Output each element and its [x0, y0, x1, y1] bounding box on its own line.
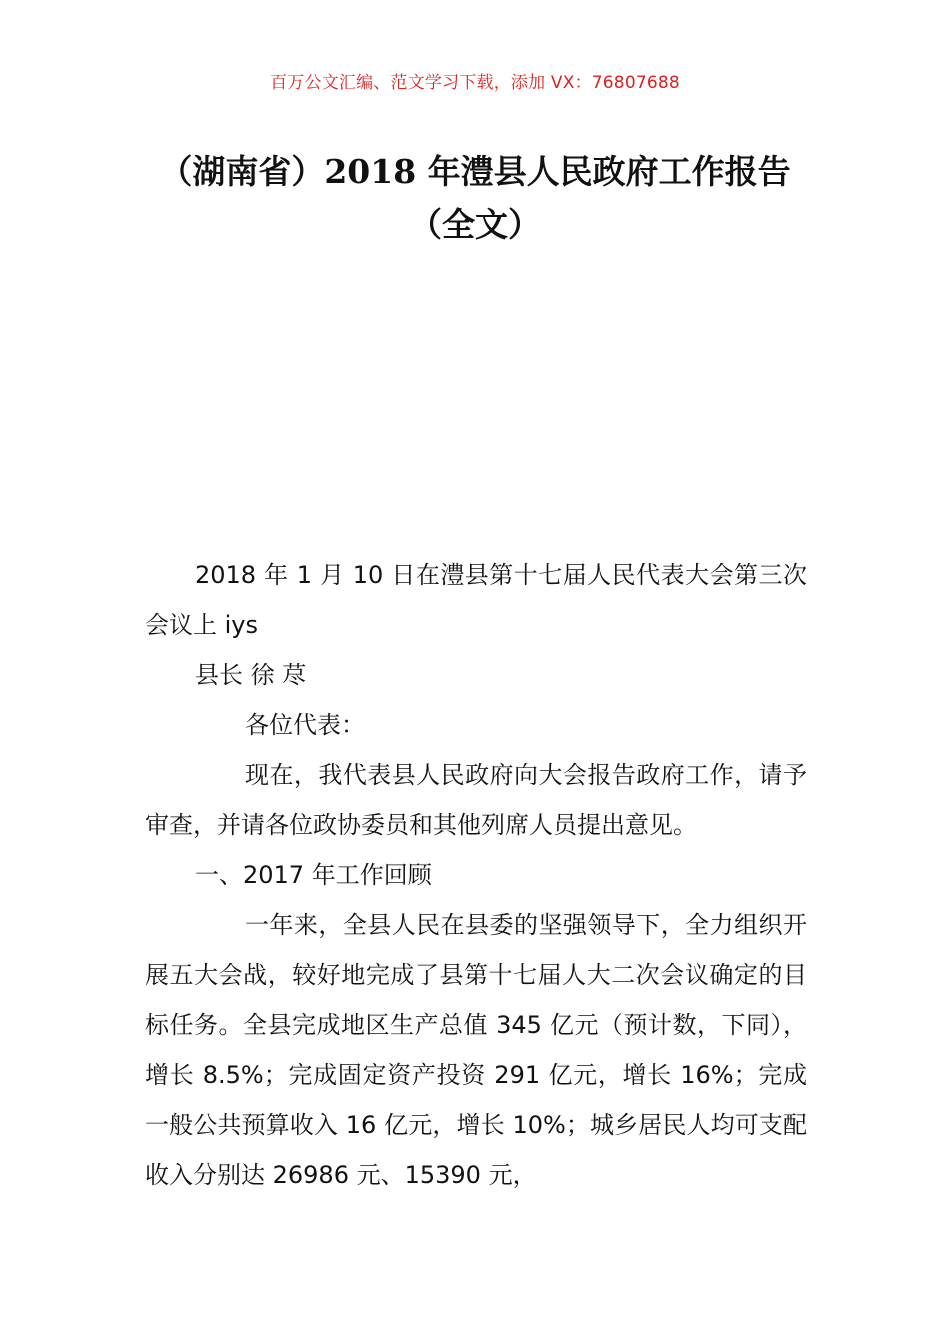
speaker-line: 县长 徐 荩	[195, 661, 307, 689]
salutation: 各位代表：	[245, 711, 365, 739]
section-heading: 一、2017 年工作回顾	[195, 861, 432, 889]
title-line-2: （全文）	[409, 205, 541, 244]
document-title	[100, 145, 850, 251]
intro-paragraph: 现在，我代表县人民政府向大会报告政府工作，请予审查，并请各位政协委员和其他列席人员提出意见。	[145, 761, 807, 839]
title-line-1: （湖南省）2018 年澧县人民政府工作报告	[159, 152, 791, 191]
meeting-info-paragraph: 2018 年 1 月 10 日在澧县第十七届人民代表大会第三次会议上 iys	[145, 561, 807, 639]
review-paragraph: 一年来，全县人民在县委的坚强领导下，全力组织开展五大会战，较好地完成了县第十七届人大二次会议确定的目标任务。全县完成地区生产总值 345 亿元（预计数，下同），增长 8.5%；完成固定资产投资 291 亿元，增长 16%；完成一般公共预算收入 16 亿元，增长 10%；城乡居民人均可支配收入分别达 26986 元、15390 元，	[145, 911, 807, 1189]
document-body	[145, 550, 807, 1200]
header-watermark-note: 百万公文汇编、范文学习下载，添加 VX：76807688	[270, 73, 680, 93]
